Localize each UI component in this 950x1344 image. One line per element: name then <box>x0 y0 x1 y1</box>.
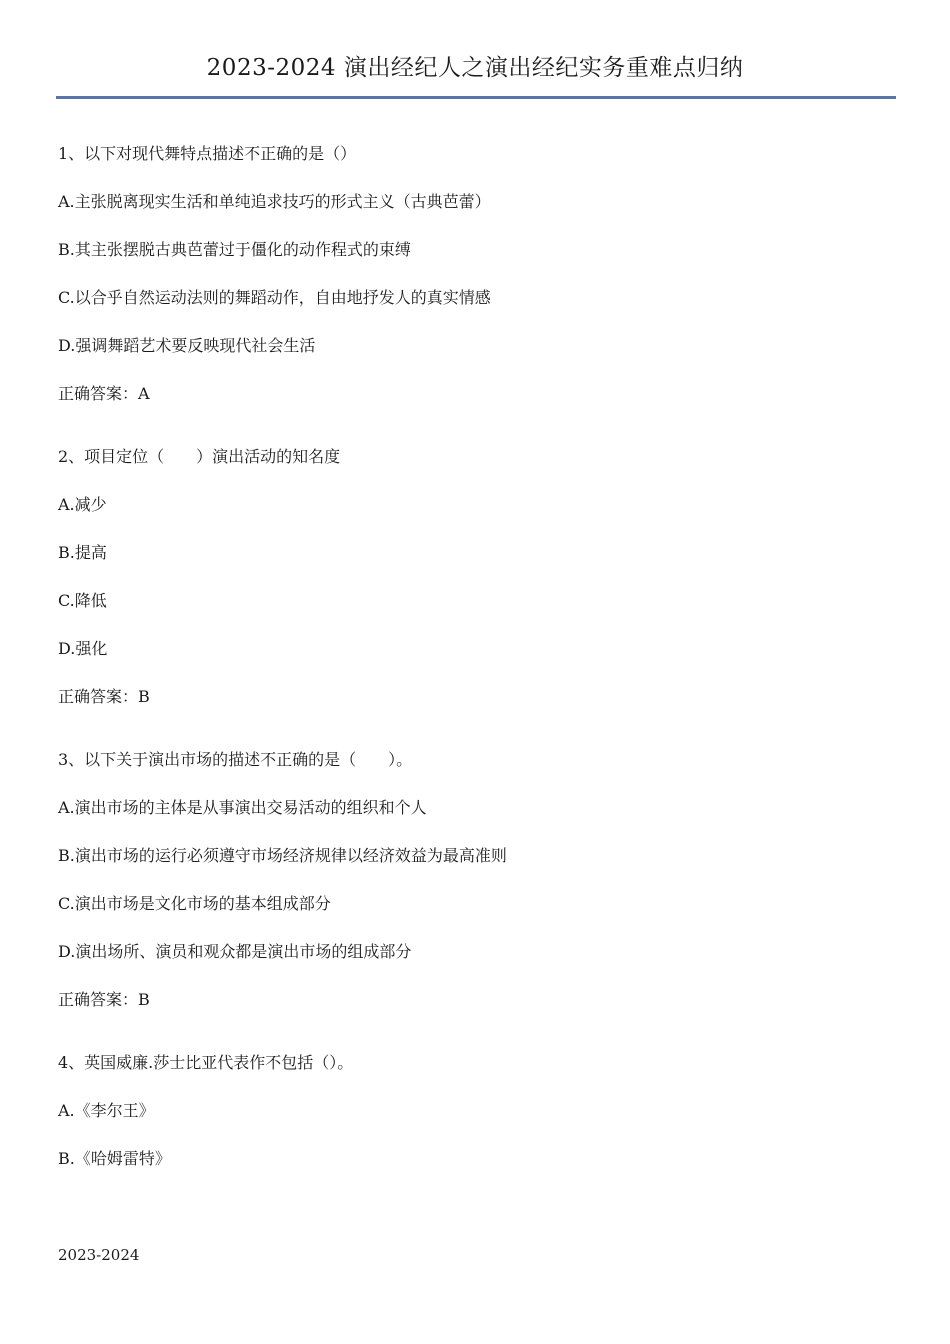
correct-answer: 正确答案：B <box>58 687 150 706</box>
option-b: B.提高 <box>58 543 107 562</box>
page-title: 2023-2024 演出经纪人之演出经纪实务重难点归纳 <box>206 55 744 81</box>
question-list <box>58 138 898 1206</box>
question-stem: 2、项目定位（ ）演出活动的知名度 <box>58 447 341 466</box>
option-d: D.演出场所、演员和观众都是演出市场的组成部分 <box>58 942 412 961</box>
option-b: B.其主张摆脱古典芭蕾过于僵化的动作程式的束缚 <box>58 240 411 259</box>
option-d: D.强调舞蹈艺术要反映现代社会生活 <box>58 336 316 355</box>
option-c: C.降低 <box>58 591 107 610</box>
page-footer: 2023-2024 <box>58 1246 140 1264</box>
question-2 <box>58 441 898 729</box>
option-a: A.减少 <box>58 495 107 514</box>
question-stem: 3、以下关于演出市场的描述不正确的是（ ）。 <box>58 750 413 769</box>
option-a: A.《李尔王》 <box>58 1101 155 1120</box>
option-c: C.以合乎自然运动法则的舞蹈动作，自由地抒发人的真实情感 <box>58 288 491 307</box>
option-a: A.主张脱离现实生活和单纯追求技巧的形式主义（古典芭蕾） <box>58 192 491 211</box>
title-divider <box>56 96 896 99</box>
option-a: A.演出市场的主体是从事演出交易活动的组织和个人 <box>58 798 427 817</box>
correct-answer: 正确答案：A <box>58 384 150 403</box>
question-1 <box>58 138 898 426</box>
option-c: C.演出市场是文化市场的基本组成部分 <box>58 894 331 913</box>
question-4 <box>58 1047 898 1191</box>
option-b: B.演出市场的运行必须遵守市场经济规律以经济效益为最高准则 <box>58 846 507 865</box>
correct-answer: 正确答案：B <box>58 990 150 1009</box>
option-b: B.《哈姆雷特》 <box>58 1149 171 1168</box>
question-3 <box>58 744 898 1032</box>
question-stem: 1、以下对现代舞特点描述不正确的是（） <box>58 144 357 163</box>
question-stem: 4、英国威廉.莎士比亚代表作不包括（）。 <box>58 1053 354 1072</box>
option-d: D.强化 <box>58 639 108 658</box>
